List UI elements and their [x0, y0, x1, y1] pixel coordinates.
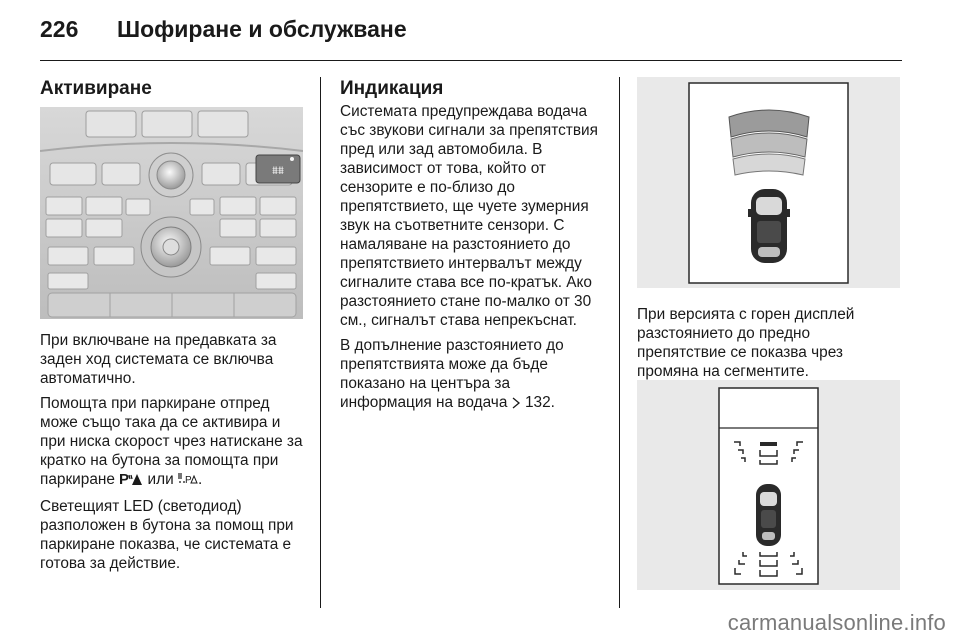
display-caption: При версията с горен дисплей разстоянието до предно препятствие се показва чрез промяна на сегментите. — [637, 306, 855, 380]
header-rule — [40, 60, 902, 61]
parking-sensor-icon — [119, 471, 143, 491]
watermark: carmanualsonline.info — [727, 610, 946, 635]
center-console-image — [40, 107, 303, 319]
page-reference-icon — [512, 395, 521, 414]
svg-text:P: P — [119, 471, 130, 486]
indication-paragraph-1: Системата предупреждава водача със звукови сигнали за препятствия пред или зад автомобила. В зависимост от това, който от сензорите е по-близо до препятствието, ще чуете зумерния звук на съответните сензори. С намаляване на разстоянието до препятствието интервалът между сигналите става все по-кратък. Ако разстоянието стане по-малко от 30 см., сигналът става непрекъснат. — [340, 103, 598, 329]
svg-text:P: P — [185, 475, 192, 486]
chapter-title: Шофиране и обслужване — [117, 16, 407, 42]
parking-button-icon — [178, 471, 198, 491]
svg-text:⩩⩩: ⩩⩩ — [272, 164, 284, 177]
sensor-display-image-top — [637, 77, 900, 288]
activation-paragraph-1: При включване на предавката за заден ход системата се включва автоматично. — [40, 332, 277, 387]
column-separator-left — [320, 77, 321, 608]
section-heading-indication: Индикация — [340, 78, 444, 99]
page-number: 226 — [40, 16, 79, 42]
activation-paragraph-2: Помощта при паркиране отпред може също така да се активира и при ниска скорост чрез натискане за кратко на бутона за помощта при паркиране P или P . — [40, 394, 310, 491]
page-reference: 132. — [524, 394, 555, 411]
indication-paragraph-2: В допълнение разстоянието до препятствията може да бъде показано на центъра за информация на водача 132. — [340, 336, 606, 414]
section-heading-activation: Активиране — [40, 78, 152, 99]
column-separator-right — [619, 77, 620, 608]
sensor-display-image-bottom — [637, 380, 900, 590]
activation-paragraph-3: Светещият LED (светодиод) разположен в бутона за помощ при паркиране показва, че системата е готова за действие. — [40, 498, 294, 572]
